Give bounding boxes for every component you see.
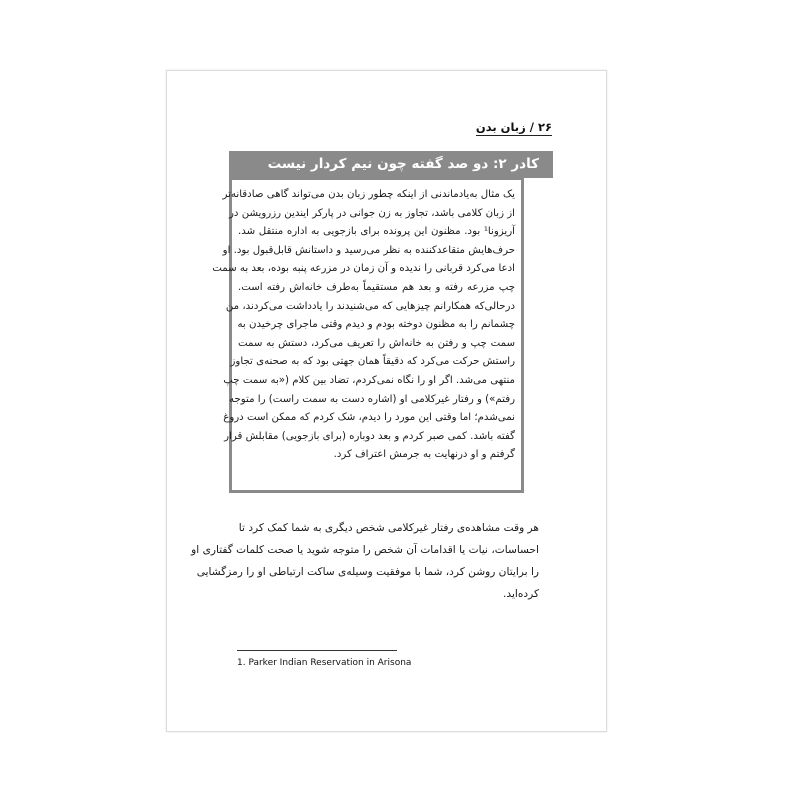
box-line: راستش حرکت می‌کرد که دقیقاً همان جهتی بود که به صحنه‌ی تجاوز [230,356,515,368]
box-line: ادعا می‌کرد قربانی را ندیده و آن زمان در مزرعه پنبه بوده، بعد به سمت [212,263,515,275]
box-line: گفته باشد. کمی صبر کردم و بعد دوباره (برای بازجویی) مقابلش قرار [224,430,515,442]
box-line: چشمانم را به مظنون دوخته بودم و دیدم وقتی ماجرای چرخیدن به [237,319,515,331]
book-page [166,70,607,732]
box-line: درحالی‌که همکارانم چیزهایی که می‌شنیدند را یادداشت می‌کردند، من [225,300,515,312]
running-head: ۲۶ / زبان بدن [475,120,552,134]
box-line: چپ مزرعه رفته و بعد هم مستقیماً به‌طرف خانه‌اش رفته است. [238,281,515,293]
body-line: هر وقت مشاهده‌ی رفتار غیرکلامی شخص دیگری به شما کمک کرد تا [238,522,539,534]
body-line: احساسات، نیات یا اقدامات آن شخص را متوجه شوید یا صحت کلمات گفتاری او [191,544,539,556]
box-line: از زبان کلامی باشد، تجاوز به زن جوانی در پارکر ایندین رزرویشن در [229,207,515,219]
box-line: حرف‌هایش متقاعدکننده به نظر می‌رسید و داستانش قابل‌قبول بود. او [222,244,515,256]
body-line: را برایتان روشن کرد، شما با موفقیت وسیله‌ی ساکت ارتباطی او را رمزگشایی [196,566,539,578]
body-line: کرده‌اید. [503,588,539,600]
box-line: آریزونا¹ بود. مظنون این پرونده برای بازجویی به اداره منتقل شد. [238,226,515,238]
box-line: نمی‌شدم؛ اما وقتی این مورد را دیدم، شک کردم که ممکن است دروغ [223,412,515,424]
footnote-rule [237,650,397,651]
box-line: رفتم») و رفتار غیرکلامی او (اشاره دست به سمت راست) را متوجه [228,393,515,405]
box-body [212,177,524,493]
box-line: گرفتم و او درنهایت به جرمش اعتراف کرد. [333,449,515,461]
body-paragraph [191,517,539,605]
box-line: یک مثال به‌یادماندنی از اینکه چطور زبان بدن می‌تواند گاهی صادقانه‌تر [222,189,515,200]
footnote: 1. Parker Indian Reservation in Arisona [237,658,412,668]
box-line: منتهی می‌شد. اگر او را نگاه نمی‌کردم، تضاد بین کلام («به سمت چپ [223,374,515,386]
box-title: کادر ۲: دو صد گفته چون نیم کردار نیست [229,151,553,178]
box-line: سمت چپ و رفتن به خانه‌اش را تعریف می‌کرد، دستش به سمت [238,337,515,349]
